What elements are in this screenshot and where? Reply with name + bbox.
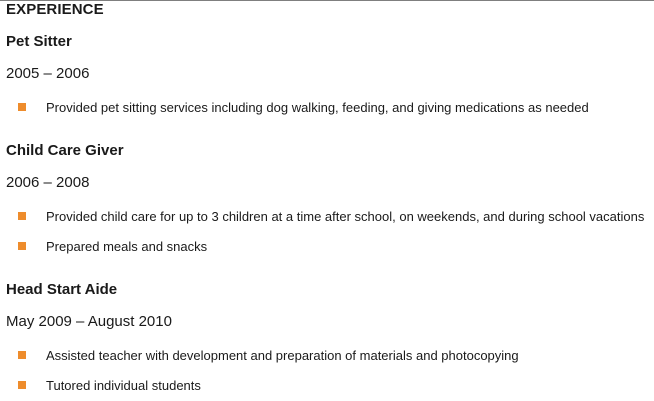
bullet-text: Provided child care for up to 3 children at a time after school, on weekends, and during school vacations [46,209,645,224]
bullet-item [0,378,654,394]
bullet-item [0,209,654,225]
square-bullet-icon [18,103,26,111]
bullet-item [0,239,654,255]
square-bullet-icon [18,242,26,250]
job-dates: May 2009 – August 2010 [6,313,172,330]
bullet-item [0,100,654,116]
bullet-text: Tutored individual students [46,378,201,393]
square-bullet-icon [18,351,26,359]
job-title: Pet Sitter [6,33,72,50]
job-dates: 2006 – 2008 [6,174,90,191]
square-bullet-icon [18,381,26,389]
job-title: Child Care Giver [6,142,124,159]
bullet-item [0,348,654,364]
job-dates: 2005 – 2006 [6,65,90,82]
bullet-text: Prepared meals and snacks [46,239,208,254]
bullet-text: Assisted teacher with development and preparation of materials and photocopying [46,348,519,363]
job-title: Head Start Aide [6,281,118,298]
section-heading: EXPERIENCE [6,1,104,18]
square-bullet-icon [18,212,26,220]
bullet-text: Provided pet sitting services including dog walking, feeding, and giving medications as needed [46,100,589,115]
